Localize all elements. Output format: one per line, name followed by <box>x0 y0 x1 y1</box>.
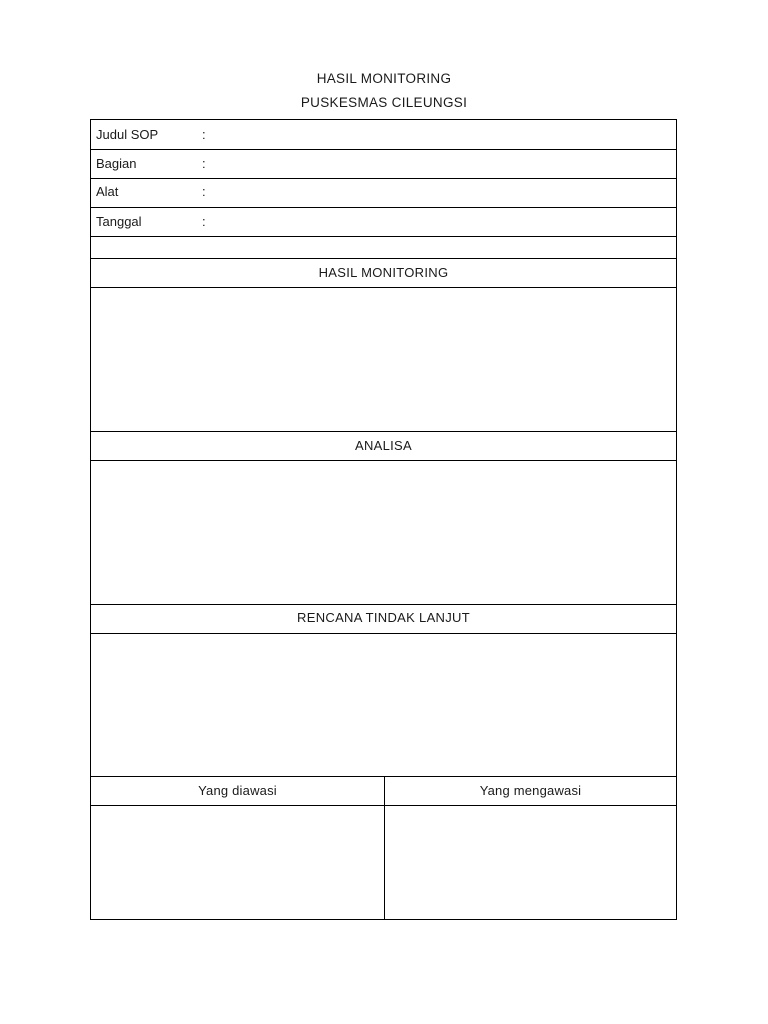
field-row-bagian[interactable] <box>91 149 676 179</box>
section-header-rencana <box>91 604 676 634</box>
field-colon: : <box>202 184 206 199</box>
signature-box-diawasi[interactable] <box>91 806 384 920</box>
section-title-rencana: RENCANA TINDAK LANJUT <box>297 610 470 625</box>
signature-label-diawasi: Yang diawasi <box>198 783 277 798</box>
signature-divider <box>384 776 385 919</box>
field-row-judul-sop[interactable] <box>91 120 676 149</box>
spacer-row <box>91 236 676 259</box>
field-colon: : <box>202 156 206 171</box>
field-label-judul-sop: Judul SOP <box>96 127 159 142</box>
field-row-tanggal[interactable] <box>91 207 676 237</box>
signature-label-mengawasi: Yang mengawasi <box>479 783 582 798</box>
field-label-bagian: Bagian <box>96 156 137 171</box>
document-subtitle: PUSKESMAS CILEUNGSI <box>300 95 468 110</box>
field-row-alat[interactable] <box>91 178 676 208</box>
section-title-hasil-monitoring: HASIL MONITORING <box>318 265 449 280</box>
section-header-analisa <box>91 431 676 461</box>
field-colon: : <box>202 214 206 229</box>
document-title: HASIL MONITORING <box>316 71 452 86</box>
signature-box-mengawasi[interactable] <box>385 806 676 920</box>
section-title-analisa: ANALISA <box>354 438 412 453</box>
analisa-content-area[interactable] <box>91 460 676 605</box>
hasil-monitoring-content-area[interactable] <box>91 287 676 432</box>
field-colon: : <box>202 127 206 142</box>
rencana-content-area[interactable] <box>91 633 676 778</box>
monitoring-form <box>90 119 677 920</box>
field-label-tanggal: Tanggal <box>96 214 142 229</box>
section-header-hasil-monitoring <box>91 258 676 288</box>
field-label-alat: Alat <box>96 184 119 199</box>
